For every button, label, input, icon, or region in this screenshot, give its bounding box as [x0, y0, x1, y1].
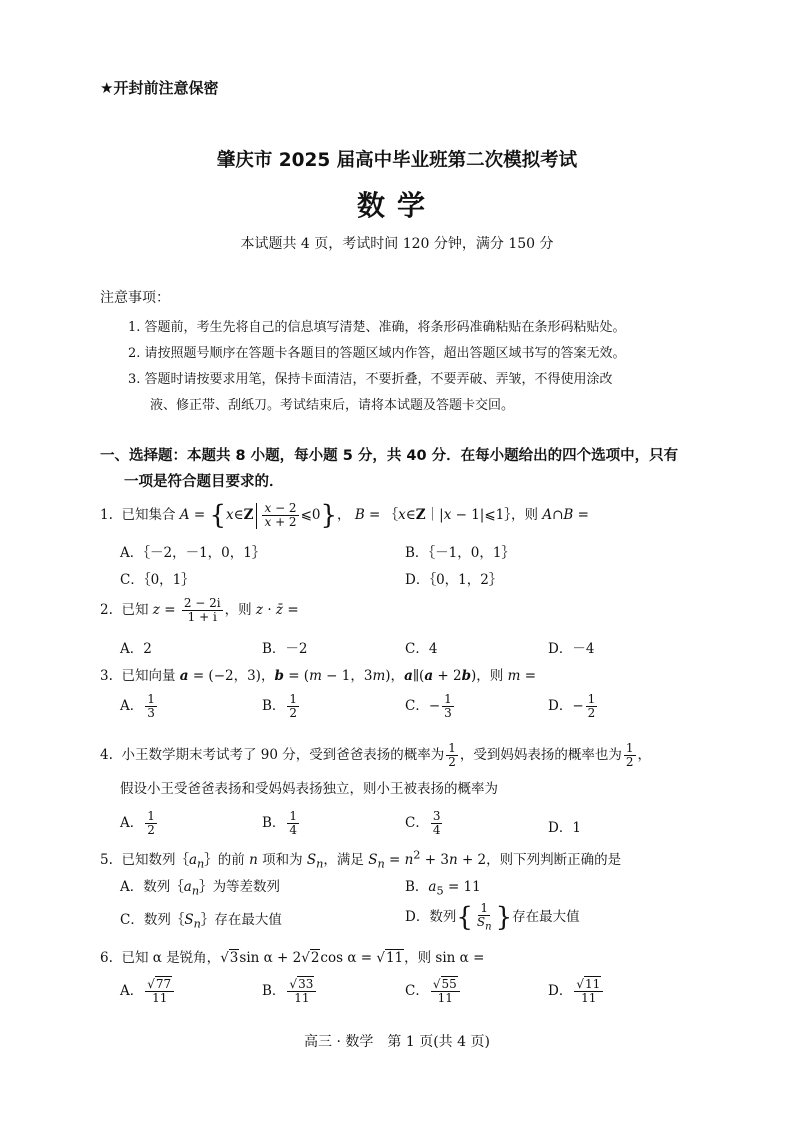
question-3: 3. 已知向量 a = (−2，3)，b = (m − 1，3m)，a∥(a + 2b)，则 m = — [100, 668, 537, 684]
question-2: 2. 已知 z = $\frac{2 - 2i}{1 + i}$ ，则 z · z̄ = — [100, 596, 299, 624]
exam-title: 肇庆市 2025 届高中毕业班第二次模拟考试 — [216, 150, 578, 171]
q4-option-a: A． $\frac{1}{2}$ — [120, 809, 155, 837]
notes-title: 注意事项： — [100, 290, 170, 306]
confidential-notice: ★开封前注意保密 — [100, 79, 219, 97]
q2-option-c: C．4 — [405, 641, 438, 657]
question-1: 1. 已知集合 A = {x∈Z $\frac{x - 2}{x + 2}$ ⩽0}， B = ｛x∈Z｜|x − 1|⩽1｝，则 A∩B = — [100, 500, 589, 531]
q4-option-b: B． $\frac{1}{4}$ — [262, 809, 298, 837]
q3-option-c: C．− $\frac{1}{3}$ — [405, 692, 452, 720]
q5-option-c: C．数列$\{S_n\}$存在最大值 — [120, 912, 282, 931]
note-item: 1. 答题前，考生先将自己的信息填写清楚、准确，将条形码准确粘贴在条形码粘贴处。 — [128, 320, 626, 335]
q5-option-b: B．$a_5 = 11$ — [405, 879, 481, 898]
q6-option-d: D． $\frac{√11}{11}$ — [548, 978, 605, 1005]
note-item: 2. 请按照题号顺序在答题卡各题目的答题区域内作答，超出答题区域书写的答案无效。 — [128, 346, 626, 361]
q4-option-c: C． $\frac{3}{4}$ — [405, 809, 441, 837]
q6-option-c: C． $\frac{√55}{11}$ — [405, 978, 462, 1005]
q2-option-b: B．－2 — [262, 641, 308, 657]
q6-option-a: A． $\frac{√77}{11}$ — [120, 978, 176, 1005]
q3-option-b: B． $\frac{1}{2}$ — [262, 692, 298, 720]
note-item: 3. 答题时请按要求用笔，保持卡面清洁，不要折叠，不要弄破、弄皱，不得使用涂改 — [128, 372, 613, 387]
subject-title: 数学 — [356, 189, 437, 222]
q2-option-d: D．－4 — [548, 641, 595, 657]
section-heading: 一项是符合题目要求的． — [124, 474, 284, 490]
q1-option-c: C．｛0，1｝ — [120, 572, 195, 588]
question-5: 5. 已知数列$\{a_n\}$的前 n 项和为 $S_n$，满足 $S_n = n^2 + 3n + 2$，则下列判断正确的是 — [100, 848, 622, 871]
q1-option-b: B．｛－1，0，1｝ — [405, 545, 515, 561]
q4-option-d: D．1 — [548, 820, 581, 836]
q2-option-a: A．2 — [120, 641, 152, 657]
q6-option-b: B． $\frac{√33}{11}$ — [262, 978, 318, 1005]
q5-option-d: D．数列{ $\frac{1}{S_n}$ }存在最大值 — [405, 901, 580, 933]
page-footer: 高三 · 数学 第 1 页(共 4 页) — [304, 1034, 490, 1050]
note-item: 液、修正带、刮纸刀。考试结束后，请将本试题及答题卡交回。 — [150, 398, 515, 413]
q1-option-a: A．｛－2，－1，0，1｝ — [120, 545, 266, 561]
exam-info: 本试题共 4 页，考试时间 120 分钟，满分 150 分 — [240, 236, 554, 252]
q5-option-a: A．数列$\{a_n\}$为等差数列 — [120, 879, 281, 898]
question-4-line2: 假设小王受爸爸表扬和受妈妈表扬独立，则小王被表扬的概率为 — [120, 781, 498, 797]
section-heading: 一、选择题：本题共 8 小题，每小题 5 分，共 40 分．在每小题给出的四个选项中，只有 — [100, 448, 679, 464]
q1-option-d: D．｛0，1，2｝ — [405, 572, 503, 588]
q3-option-d: D．− $\frac{1}{2}$ — [548, 692, 596, 720]
question-4: 4. 小王数学期末考试考了 90 分，受到爸爸表扬的概率为 $\frac{1}{2}$ ，受到妈妈表扬的概率也为 $\frac{1}{2}$ ， — [100, 741, 652, 769]
question-6: 6. 已知 α 是锐角，√3sin α + 2√2cos α = √11，则 sin α = — [100, 950, 485, 966]
q3-option-a: A． $\frac{1}{3}$ — [120, 692, 155, 720]
